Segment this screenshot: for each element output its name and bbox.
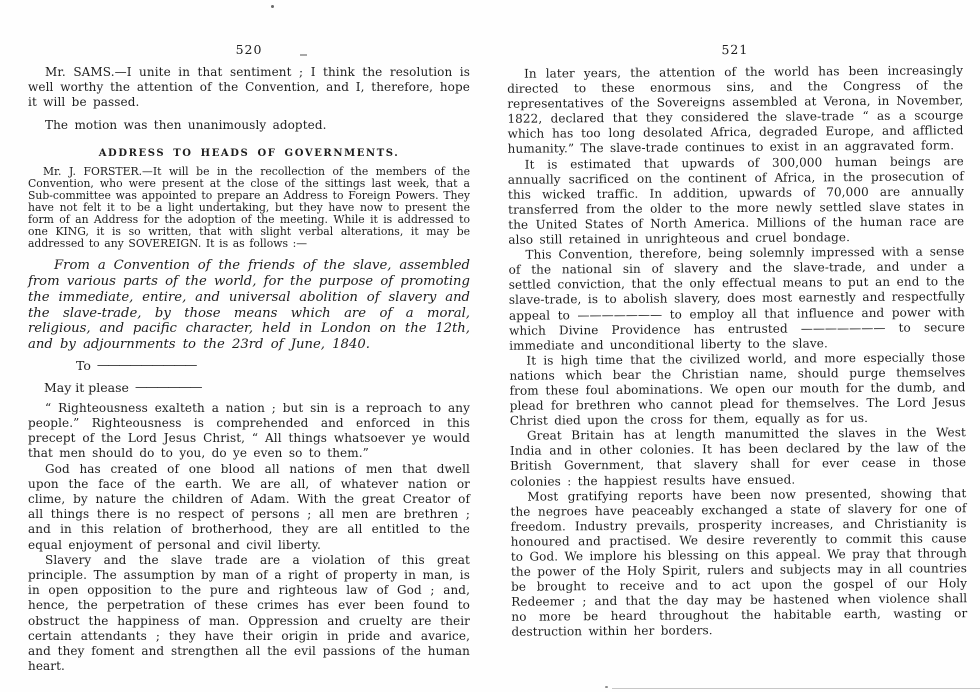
paragraph-sams-remark: Mr. SAMS.—I unite in that sentiment ; I think the resolution is well worthy the attention of the Convention, and I, therefore, hope it will be passed.	[28, 65, 470, 110]
salutation-to-line	[28, 358, 470, 373]
paragraph-great-britain: Great Britain has at length manumitted the slaves in the West India and in other colonies. It has been declared by the law of the British Government, that slavery shall for ever cease in those colonies : the happiest results have ensued.	[509, 425, 967, 489]
paragraph-gratifying-reports: Most gratifying reports have been now presented, showing that the negroes have peaceably exchanged a state of slavery for one of freedom. Industry prevails, prosperity increases, and Christianity is honoured and practised. We desire reverently to commit this cause to God. We implore his blessing on this appeal. We pray that through the power of the Holy Spirit, rulers and subjects may in all countries be brought to receive and to act upon the gospel of our Holy Redeemer ; and that the day may be hastened when violence shall no more be heard throughout the habitable earth, wasting or destruction within her borders.	[510, 485, 968, 640]
paragraph-estimated-numbers: It is estimated that upwards of 300,000 human beings are annually sacrificed on the continent of Africa, in the prosecution of this wicked traffic. In addition, upwards of 70,000 are annually transferred from the older to the more newly settled slave states in the United States of North America. Millions of the human race are also still retained in unrighteous and cruel bondage.	[507, 153, 965, 247]
page-number-left: 520	[235, 42, 263, 57]
paragraph-later-years: In later years, the attention of the world has been increasingly directed to these enormous sins, and the Congress of the representatives of the Sovereigns assembled at Verona, in November, 1822, declared that they considered the slave-trade “ as a scourge which has too long desolated Africa, degraded Europe, and afflicted humanity.” The slave-trade continues to exist in an aggravated form.	[507, 63, 964, 157]
paragraph-high-time: It is high time that the civilized world, and more especially those nations which bear the Christian name, should purge themselves from these foul abominations. We open our mouth for the dumb, and plead for brethren who cannot plead for themselves. The Lord Jesus Christ died upon the cross for them, equally as for us.	[509, 349, 966, 428]
paragraph-slavery-violation: Slavery and the slave trade are a violation of this great principle. The assumption by man of a right of property in man, is in open opposition to the pure and righteous law of God ; and, hence, the perpetration of these crimes has ever been found to obstruct the happiness of man. Oppression and cruelty are their certain attendants ; they have their origin in pride and avarice, and they foment and strengthen all the evil passions of the human heart.	[28, 552, 470, 674]
paragraph-motion-adopted: The motion was then unanimously adopted.	[45, 117, 327, 132]
page-521	[506, 0, 967, 640]
page-number-right: 521	[721, 41, 749, 58]
salutation-may-line	[28, 380, 470, 395]
paragraph-forster-remark: Mr. J. FORSTER.—It will be in the recollection of the members of the Convention, who were present at the close of the sittings last week, that a Sub-committee was appointed to prepare an Address to Foreign Powers. They have not felt it to be a light undertaking, but they have now to present the form of an Address for the adoption of the meeting. While it is addressed to one KING, it is so written, that with slight verbal alterations, it may be addressed to any SOVEREIGN. It is as follows :—	[28, 164, 470, 251]
paragraph-one-blood: God has created of one blood all nations of men that dwell upon the face of the earth. We are all, of whatever nation or clime, by nature the children of Adam. With the great Creator of all things there is no respect of persons ; all men are brethren ; and in this relation of brotherhood, they are all entitled to the equal enjoyment of personal and civil liberty.	[28, 461, 470, 552]
page-520	[28, 0, 470, 674]
section-heading-address: ADDRESS TO HEADS OF GOVERNMENTS.	[98, 147, 400, 159]
scan-edge-line	[612, 688, 980, 689]
blank-rule: ——————	[134, 378, 201, 394]
paragraph-convention-appeal: This Convention, therefore, being solemnly impressed with a sense of the national sin of slavery and the slave-trade, and under a settled conviction, that the only effectual means to put an end to the slave-trade, is to abolish slavery, does most earnestly and respectfully appeal to ——————— to employ all that influence and power with which Divine Providence has entrusted ——————— to secure immediate and unconditional liberty to the slave.	[508, 244, 966, 353]
paragraph-address-preamble: From a Convention of the friends of the slave, assembled from various parts of the world, for the purpose of promoting the immediate, entire, and universal abolition of slavery and the slave-trade, by those means which are of a moral, religious, and pacific character, held in London on the 12th, and by adjournments to the 23rd of June, 1840.	[28, 258, 470, 352]
scan-speck	[605, 686, 608, 688]
paragraph-righteousness: “ Righteousness exalteth a nation ; but sin is a reproach to any people.” Righteousness is comprehended and enforced in this precept of the Lord Jesus Christ, “ All things whatsoever ye would that men should do to you, do ye even so to them.”	[28, 400, 470, 461]
salutation-to-label: To	[76, 357, 91, 373]
blank-rule: —————————	[96, 356, 196, 372]
salutation-may-label: May it please	[44, 379, 129, 395]
